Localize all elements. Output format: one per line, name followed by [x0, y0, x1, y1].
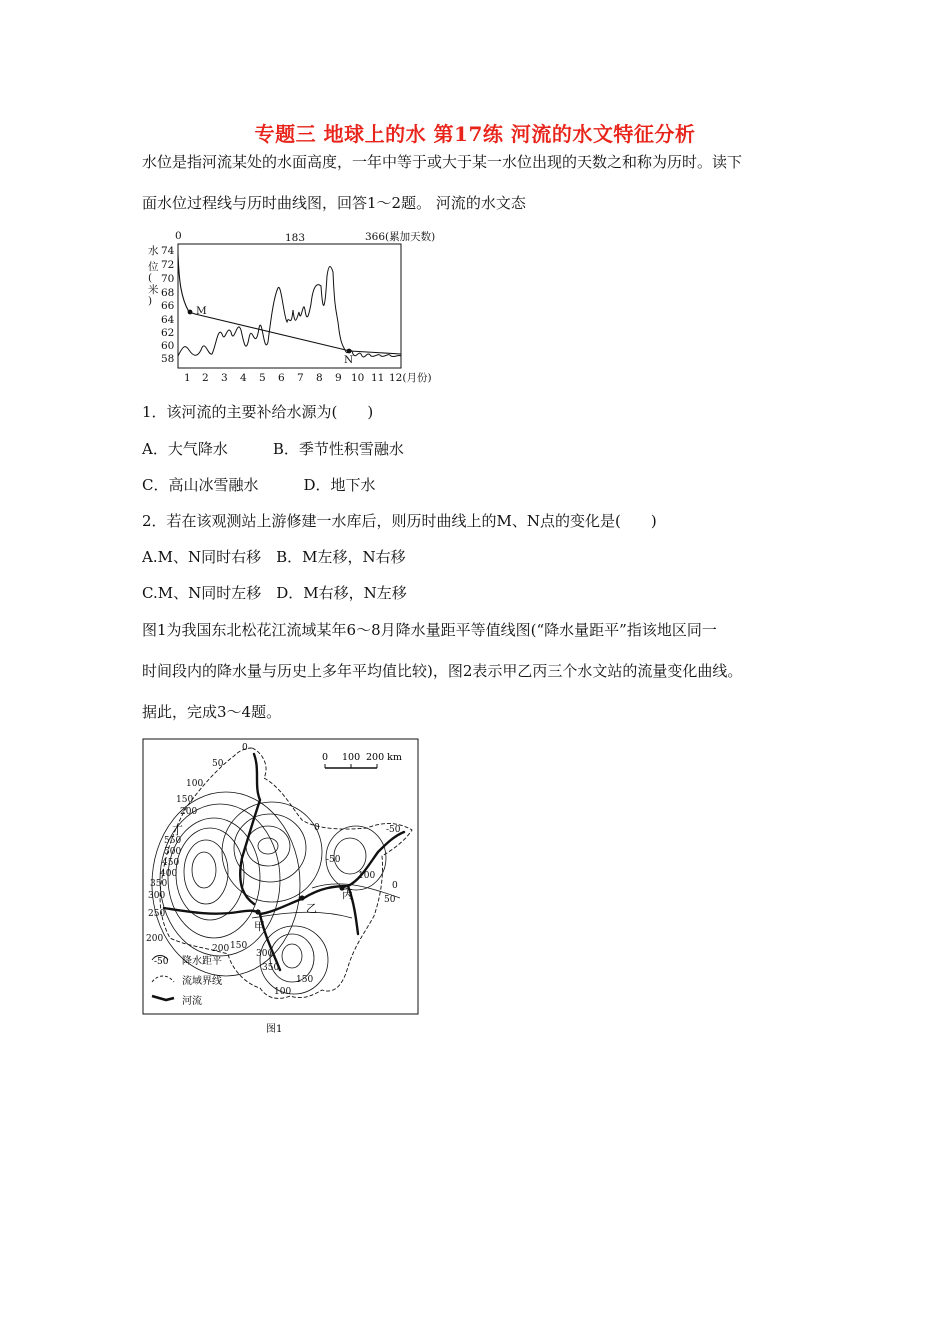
contour-label-0-center: 0 [314, 823, 320, 833]
x-tick-7: 7 [297, 372, 304, 384]
x-tick-11: 11 [371, 372, 385, 384]
y-label-2: 位 [148, 261, 159, 273]
point-m [188, 310, 193, 315]
station-jia-label: 甲 [254, 920, 265, 933]
x-tick-2: 2 [202, 372, 209, 384]
legend-boundary: 流域界线 [182, 976, 222, 987]
intro2-line-1: 图1为我国东北松花江流域某年6～8月降水量距平等值线图(“降水量距平”指该地区同一 [142, 621, 717, 639]
y-tick-70: 70 [161, 273, 175, 285]
top-scale-183: 183 [285, 232, 306, 244]
contour-label-550: 550 [164, 836, 182, 846]
intro2-line-3: 据此，完成3～4题。 [142, 703, 282, 721]
y-tick-60: 60 [161, 340, 175, 352]
legend-sample-value: -50 [154, 957, 169, 967]
intro-line-1: 水位是指河流某处的水面高度，一年中等于或大于某一水位出现的天数之和称为历时。读下 [142, 153, 743, 171]
songhua-precipitation-anomaly-map [142, 738, 420, 1038]
contour-label-200: 200 [180, 807, 198, 817]
x-tick-9: 9 [335, 372, 342, 384]
contour-label-250: 250 [148, 909, 166, 919]
contour-label-350-south: 350 [262, 963, 280, 973]
y-label-3: ( [148, 272, 153, 284]
intro2-line-2: 时间段内的降水量与历史上多年平均值比较)，图2表示甲乙丙三个水文站的流量变化曲线。 [142, 662, 743, 680]
contour-label-200-west: 200 [146, 934, 164, 944]
contour-label-400: 400 [160, 869, 178, 879]
legend-contour: 降水距平 [182, 956, 222, 967]
x-tick-4: 4 [240, 372, 247, 384]
contour-label-50-east: 50 [384, 895, 396, 905]
contour-label-150: 150 [176, 795, 194, 805]
contour-label-150-southeast: 150 [296, 975, 314, 985]
scale-100: 100 [342, 752, 361, 763]
contour-label-neg50-center: -50 [326, 855, 341, 865]
station-jia [255, 909, 260, 914]
x-tick-5: 5 [259, 372, 266, 384]
water-level-curve [178, 267, 401, 357]
intro-line-2: 面水位过程线与历时曲线图，回答1～2题。 河流的水文态 [142, 194, 526, 212]
contour-label-150-south: 150 [230, 941, 248, 951]
question-2-options-ab: A.M、N同时右移 B．M左移，N右移 [142, 548, 406, 566]
top-scale-366: 366(累加天数) [365, 231, 436, 243]
contour-label-300-south: 300 [256, 949, 274, 959]
x-tick-12: 12(月份) [389, 372, 432, 384]
y-tick-68: 68 [161, 287, 175, 299]
contour-label-450: 450 [162, 858, 180, 868]
contour-label-0: 0 [242, 743, 248, 753]
question-2-stem: 2．若在该观测站上游修建一水库后，则历时曲线上的M、N点的变化是( ) [142, 512, 657, 530]
contour-label-300: 300 [148, 891, 166, 901]
contour-label-100: 100 [186, 779, 204, 789]
x-tick-10: 10 [351, 372, 365, 384]
legend-river: 河流 [182, 996, 202, 1007]
contour-label-500: 500 [164, 847, 182, 857]
duration-curve [178, 254, 401, 354]
question-2-options-cd: C.M、N同时左移 D．M右移，N左移 [142, 584, 407, 602]
y-tick-66: 66 [161, 300, 175, 312]
x-tick-3: 3 [221, 372, 228, 384]
question-1-options-ab: A．大气降水 B．季节性积雪融水 [142, 440, 404, 458]
contour-label-0-east: 0 [392, 881, 398, 891]
x-tick-1: 1 [184, 372, 191, 384]
y-tick-74: 74 [161, 245, 175, 257]
point-m-label: M [196, 305, 207, 317]
station-yi [299, 895, 304, 900]
contour-label-100-east: 100 [358, 871, 376, 881]
y-label-1: 水 [148, 245, 159, 257]
y-tick-64: 64 [161, 314, 175, 326]
point-n [347, 349, 352, 354]
contour-label-100-south: 100 [274, 987, 292, 997]
contour-label-50: 50 [212, 759, 224, 769]
contour-label-350: 350 [150, 879, 168, 889]
contour-label-200-south: 200 [212, 944, 230, 954]
y-tick-62: 62 [161, 327, 175, 339]
map-caption: 图1 [266, 1024, 283, 1035]
y-tick-72: 72 [161, 259, 175, 271]
plot-frame [178, 244, 401, 368]
contour-label-neg50-east: -50 [386, 825, 401, 835]
top-scale-0: 0 [175, 230, 182, 242]
station-ding-label: 丁 [172, 824, 183, 837]
point-n-label: N [344, 354, 354, 366]
water-level-duration-chart [145, 226, 455, 386]
y-label-5: ) [148, 295, 153, 307]
x-tick-8: 8 [316, 372, 323, 384]
question-1-stem: 1．该河流的主要补给水源为( ) [142, 403, 374, 421]
y-label-4: 米 [148, 284, 159, 296]
scale-0: 0 [322, 752, 329, 763]
question-1-options-cd: C．高山冰雪融水 D．地下水 [142, 476, 376, 494]
station-yi-label: 乙 [306, 902, 317, 915]
station-bing-label: 丙 [342, 888, 353, 901]
y-tick-58: 58 [161, 353, 175, 365]
page-title: 专题三 地球上的水 第17练 河流的水文特征分析 [254, 122, 696, 146]
scale-200: 200 km [366, 752, 402, 763]
x-tick-6: 6 [278, 372, 285, 384]
